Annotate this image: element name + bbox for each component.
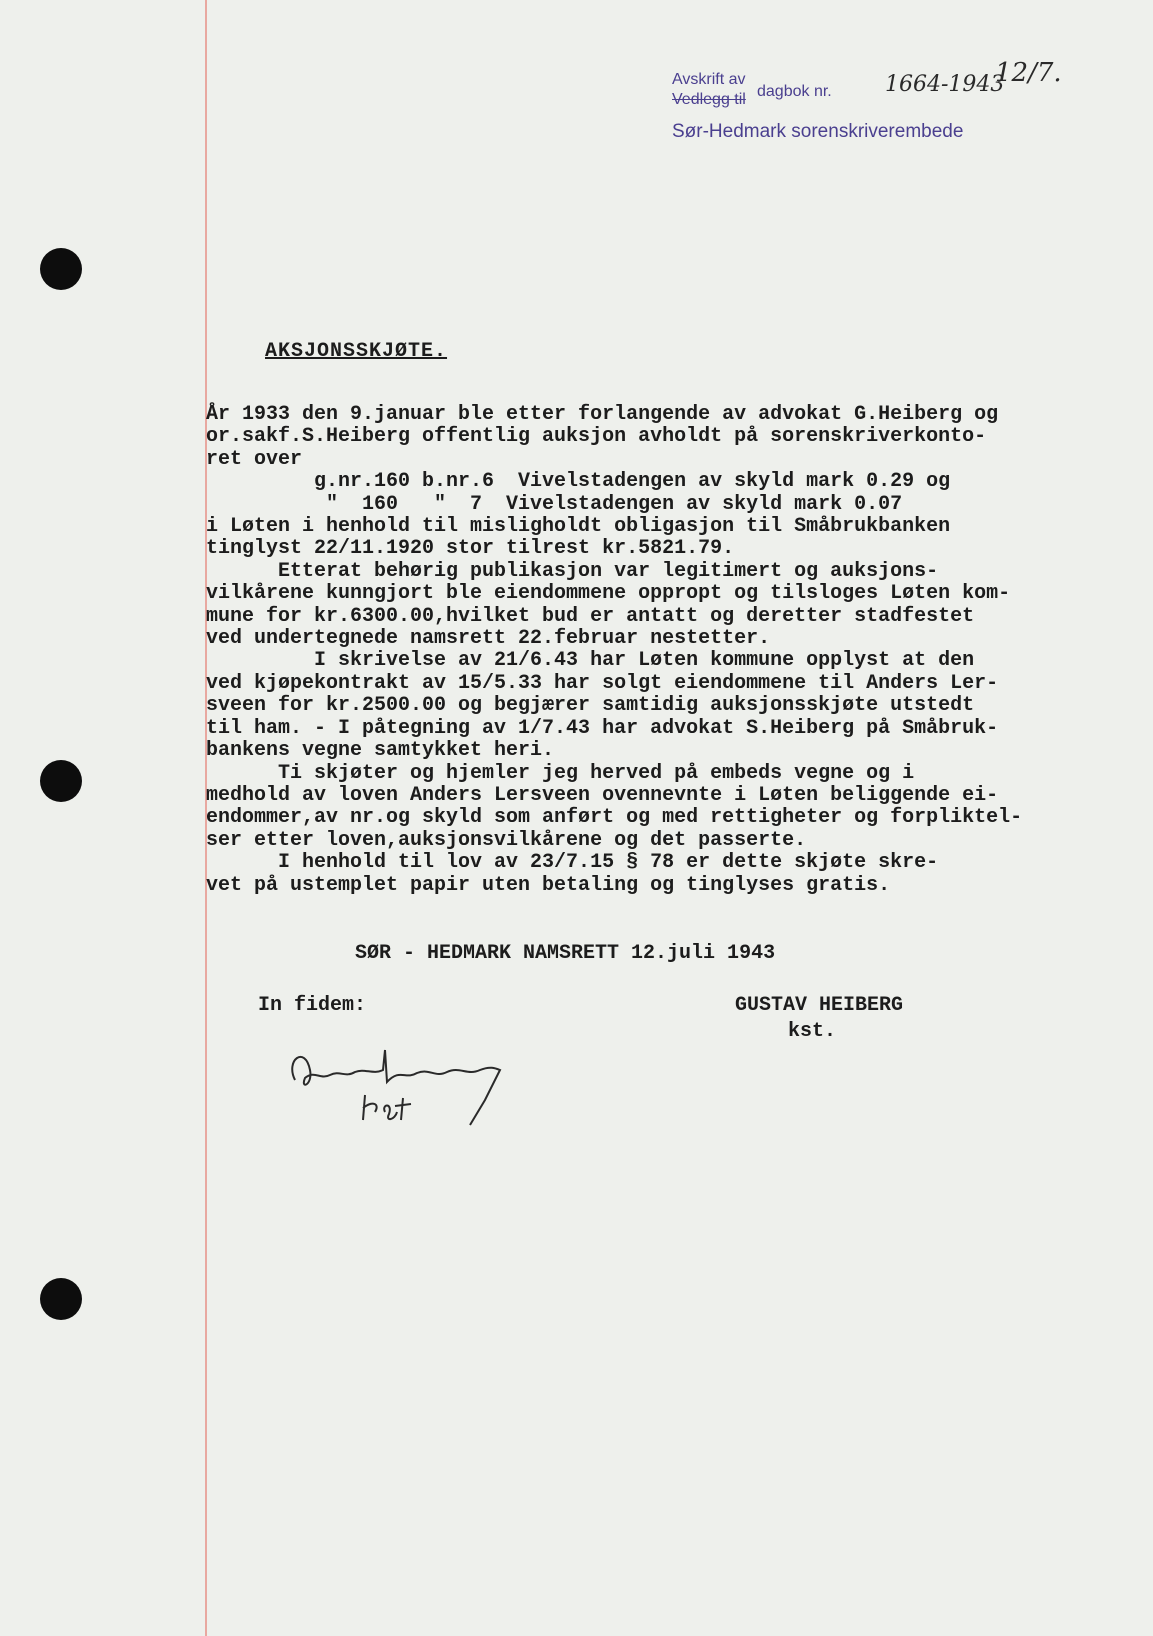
- body-line: sveen for kr.2500.00 og begjærer samtidig auksjonsskjøte utstedt: [206, 694, 975, 718]
- handwritten-date: 12/7.: [995, 58, 1062, 88]
- punch-hole: [40, 248, 82, 290]
- body-line: ved kjøpekontrakt av 15/5.33 har solgt eiendommene til Anders Ler-: [206, 671, 999, 695]
- body-line: ser etter loven,auksjonsvilkårene og det passerte.: [206, 828, 807, 852]
- body-line: vilkårene kunngjort ble eiendommene oppropt og tilsloges Løten kom-: [206, 582, 1011, 606]
- body-line: vet på ustemplet papir uten betaling og tinglyses gratis.: [206, 873, 891, 897]
- punch-hole: [40, 760, 82, 802]
- body-line: I henhold til lov av 23/7.15 § 78 er dette skjøte skre-: [206, 851, 939, 875]
- body-line: bankens vegne samtykket heri.: [206, 739, 555, 763]
- stamp-line-3: Sør-Hedmark sorenskriverembede: [672, 121, 964, 142]
- document-body: [206, 404, 1121, 897]
- body-line: endommer,av nr.og skyld som anført og med rettigheter og forpliktel-: [206, 806, 1023, 830]
- body-line: mune for kr.6300.00,hvilket bud er antatt og deretter stadfestet: [206, 604, 975, 628]
- handwritten-signature: [285, 1040, 525, 1140]
- stamp-line-1: Avskrift av: [672, 71, 746, 88]
- stamp-line-2: dagbok nr.: [757, 83, 832, 100]
- punch-hole: [40, 1278, 82, 1320]
- body-line: or.sakf.S.Heiberg offentlig auksjon avholdt på sorenskriverkonto-: [206, 425, 987, 449]
- stamp-line-1-struck: Vedlegg til: [672, 91, 746, 108]
- body-line: g.nr.160 b.nr.6 Vivelstadengen av skyld mark 0.29 og: [206, 470, 951, 494]
- place-date: SØR - HEDMARK NAMSRETT 12.juli 1943: [355, 942, 776, 965]
- signer-title: kst.: [788, 1020, 837, 1043]
- body-line: Ti skjøter og hjemler jeg herved på embeds vegne og i: [206, 761, 915, 785]
- body-line: ved undertegnede namsrett 22.februar nestetter.: [206, 627, 771, 651]
- body-line: i Løten i henhold til misligholdt obligasjon til Småbrukbanken: [206, 515, 951, 539]
- body-line: medhold av loven Anders Lersveen ovennevnte i Løten beliggende ei-: [206, 783, 999, 807]
- body-line: ret over: [206, 447, 303, 471]
- document-title: AKSJONSSKJØTE.: [265, 340, 448, 363]
- body-line: " 160 " 7 Vivelstadengen av skyld mark 0.07: [206, 492, 903, 516]
- body-line: Etterat behørig publikasjon var legitimert og auksjons-: [206, 559, 939, 583]
- dagbok-number: 1664-1943: [885, 72, 1005, 97]
- signer-name: GUSTAV HEIBERG: [735, 994, 904, 1017]
- body-line: til ham. - I påtegning av 1/7.43 har advokat S.Heiberg på Småbruk-: [206, 716, 999, 740]
- body-line: År 1933 den 9.januar ble etter forlangende av advokat G.Heiberg og: [206, 403, 999, 426]
- in-fidem-label: In fidem:: [258, 994, 367, 1017]
- body-line: I skrivelse av 21/6.43 har Løten kommune opplyst at den: [206, 649, 975, 673]
- body-line: tinglyst 22/11.1920 stor tilrest kr.5821.79.: [206, 537, 735, 561]
